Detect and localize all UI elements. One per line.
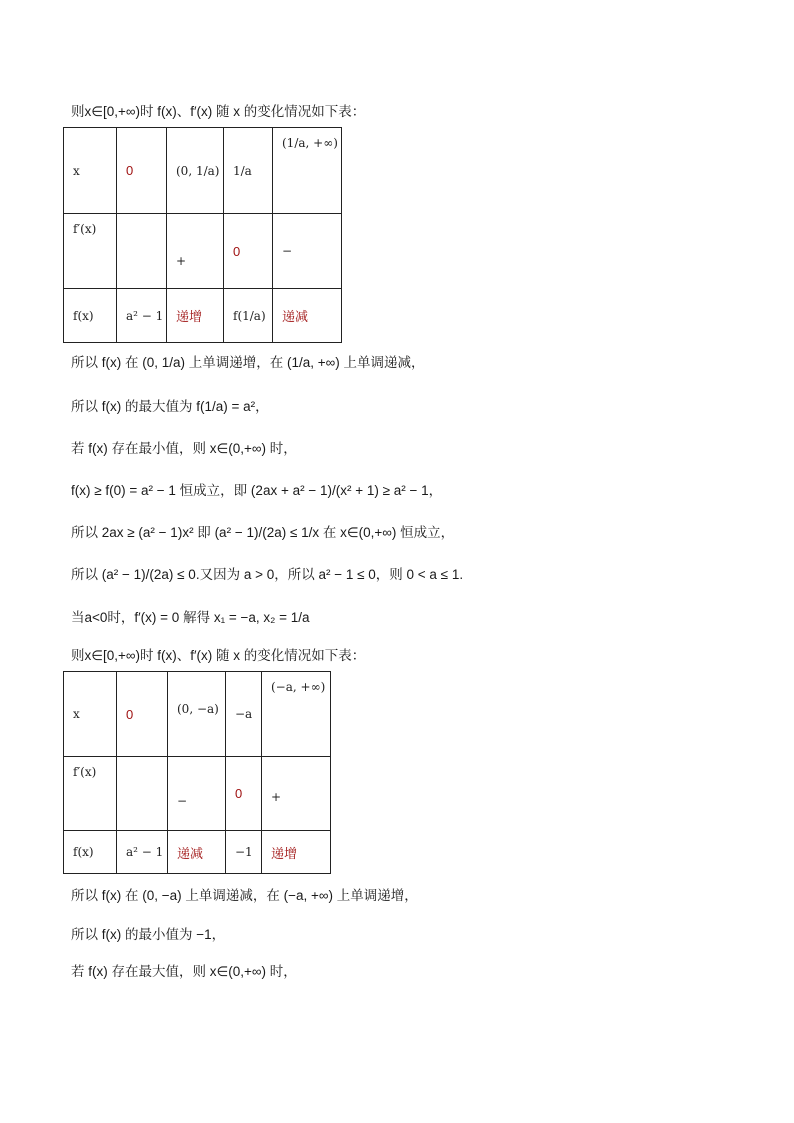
table-cell: (1/a, +∞) — [273, 128, 342, 214]
table-row — [64, 672, 331, 757]
line-5: 所以 2ax ≥ (a² − 1)x² 即 (a² − 1)/(2a) ≤ 1/x 在 x∈(0,+∞) 恒成立， — [71, 525, 455, 540]
table-cell: f′(x) — [64, 214, 117, 289]
table-row — [64, 214, 342, 289]
line-2: 所以 f(x) 的最大值为 f(1/a) = a²， — [71, 399, 269, 414]
table-cell: 递减 — [273, 289, 342, 343]
table-cell: 0 — [117, 672, 168, 757]
line-6: 所以 (a² − 1)/(2a) ≤ 0.又因为 a > 0，所以 a² − 1 ≤ 0，则 0 < a ≤ 1. — [71, 567, 464, 582]
line-10: 所以 f(x) 的最小值为 −1， — [71, 927, 226, 942]
table-row — [64, 289, 342, 343]
table-row — [64, 831, 331, 874]
table-cell: f(1/a) — [224, 289, 273, 343]
table-cell: f(x) — [64, 831, 117, 874]
table-cell: 0 — [224, 214, 273, 289]
variation-table-1 — [63, 127, 342, 343]
table-cell: a² − 1 — [117, 289, 167, 343]
table-cell: −a — [226, 672, 262, 757]
line-4: f(x) ≥ f(0) = a² − 1 恒成立，即 (2ax + a² − 1)/(x² + 1) ≥ a² − 1， — [71, 483, 443, 498]
table-cell: 0 — [117, 128, 167, 214]
table-cell: 1/a — [224, 128, 273, 214]
table-cell: 0 — [226, 757, 262, 831]
paragraph-intro-1: 则x∈[0,+∞)时 f(x)、f′(x) 随 x 的变化情况如下表： — [71, 104, 366, 119]
table-cell: x — [64, 128, 117, 214]
line-1: 所以 f(x) 在 (0, 1/a) 上单调递增，在 (1/a, +∞) 上单调递减， — [71, 355, 425, 370]
table-cell: 递增 — [167, 289, 224, 343]
table-cell: − — [168, 757, 226, 831]
table-cell: f′(x) — [64, 757, 117, 831]
table-cell — [117, 757, 168, 831]
table-cell: a² − 1 — [117, 831, 168, 874]
table-cell: 递减 — [168, 831, 226, 874]
table-cell — [117, 214, 167, 289]
table-cell: (0, −a) — [168, 672, 226, 757]
line-7: 当a<0时，f′(x) = 0 解得 x₁ = −a, x₂ = 1/a — [71, 610, 310, 625]
variation-table-2 — [63, 671, 331, 874]
table-cell: + — [262, 757, 331, 831]
line-11: 若 f(x) 存在最大值，则 x∈(0,+∞) 时， — [71, 964, 297, 979]
table-cell: − — [273, 214, 342, 289]
line-3: 若 f(x) 存在最小值，则 x∈(0,+∞) 时， — [71, 441, 297, 456]
table-cell: 递增 — [262, 831, 331, 874]
line-8: 则x∈[0,+∞)时 f(x)、f′(x) 随 x 的变化情况如下表： — [71, 648, 366, 663]
table-row — [64, 128, 342, 214]
table-cell: (−a, +∞) — [262, 672, 331, 757]
table-cell: f(x) — [64, 289, 117, 343]
line-9: 所以 f(x) 在 (0, −a) 上单调递减，在 (−a, +∞) 上单调递增， — [71, 888, 418, 903]
table-cell: −1 — [226, 831, 262, 874]
table-cell: (0, 1/a) — [167, 128, 224, 214]
table-cell: + — [167, 214, 224, 289]
table-cell: x — [64, 672, 117, 757]
table-row — [64, 757, 331, 831]
